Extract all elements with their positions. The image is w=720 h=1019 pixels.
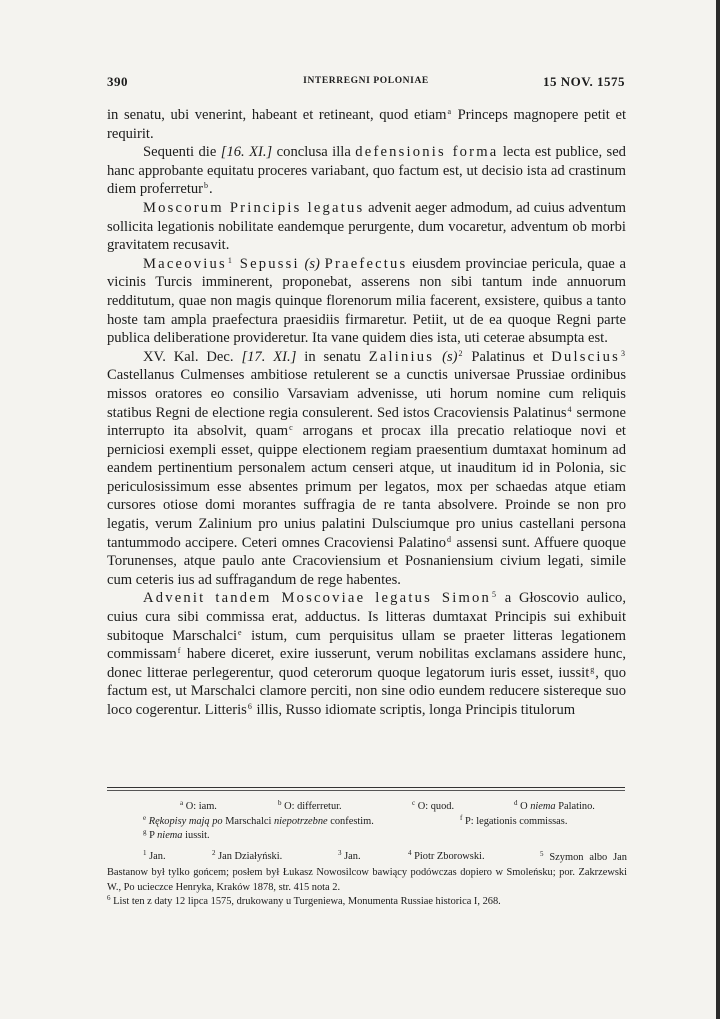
paragraph-1: in senatu, ubi venerint, habeant et retineant, quod etiam$^a$ Princeps magnopere petit et requirit. xyxy=(107,107,626,142)
variant-marker: d xyxy=(447,534,452,544)
note-4: $^4$ Piotr Zborowski. xyxy=(408,849,485,862)
variant-note-a: $^a$ O: iam. xyxy=(180,799,217,812)
spaced-name: Maceovius xyxy=(143,255,227,272)
note-marker: 2 xyxy=(458,348,463,358)
footnote-rule xyxy=(107,787,625,788)
date-bracket: [17. XI.] xyxy=(241,348,297,365)
page-number: 390 xyxy=(107,74,128,89)
spaced-name: Dulscius xyxy=(551,348,620,365)
note-marker: 4 xyxy=(567,404,572,414)
paragraph-2: Sequenti die [16. XI.] conclusa illa defensionis forma lecta est publice, sed hanc approbante equitatu proceres variabant, quo factum est, ut decisio ista ad crastinum diem proferretur$^b$. xyxy=(107,144,626,198)
variant-marker: e xyxy=(238,627,242,637)
note-5: $^5$ Szymon albo Jan Bastanow był tylko gońcem; posłem był Łukasz Nowosilcow bawiący podówczas dopiero w Smoleńsku; por. Zakrzewski W., Po ucieczce Henryka, Kraków 1878, str. 415 nota 2. xyxy=(107,850,627,893)
variant-note-c: $^c$ O: quod. xyxy=(412,799,455,812)
note-marker: 1 xyxy=(227,255,232,265)
running-title: INTERREGNI POLONIAE xyxy=(303,76,429,86)
note-marker: 6 xyxy=(247,702,252,711)
running-header xyxy=(107,74,625,94)
paragraph-5: XV. Kal. Dec. [17. XI.] in senatu Zalinius $(s)^2$ Palatinus et Dulscius$^3$ Castellanus Culmenses ambitiose retulerent se a cunctis universae Prussiae ordinibus missos oratores eo consilio Varsaviam advenisse, uti horum nomine cum reliquis statibus Regni de electione regia consulerent. Sed istos Cracoviensis Palatinus$^4$ sermone interrupto ita absolvit, quam$^c$ arrogans et procax illa precatio relatioque novi et perniciosi exempli esset, quippe electionem regiam praesentium dumtaxat hominum ad eandem pertinentium personalem actum censeri atque, ut inauditum id in Polonia, sic periculosissimum esse absentes primum per legatos, mox per schaedas atque etiam cursores otiose domi morantes suffragia de re tanta absolvere. Proinde se non pro legatis, verum Zalinium pro unius palatini Dulsciumque pro unius castellani persona tantummodo accipere. Ceteri omnes Cracoviensi Palatino$^d$ assensi sunt. Affuere quoque Torunenses, atque paulo ante Cracoviensium et Posnaniensium civium legati, simile cum ceteris ius ad suffragandum de rege habentes. xyxy=(107,348,626,588)
spaced-name: Zalinius xyxy=(368,348,435,365)
note-3: $^3$ Jan. xyxy=(338,849,361,862)
variant-note-e: $^e$ Rękopisy mają po Marschalci niepotrzebne confestim. xyxy=(143,814,374,827)
paragraph-3: Moscorum Principis legatus advenit aeger admodum, ad cuius adventum sollicita legationis nobilitate eandemque perurgente, dum vocaretur, adventum ob morbi gravitatem recusavit. xyxy=(107,199,626,254)
note-1: $^1$ Jan. xyxy=(143,849,166,862)
spaced-name: Sepussi xyxy=(232,255,300,272)
paragraph-6: Advenit tandem Moscoviae legatus Simon$^5$ a Głoscovio aulico, cuius cura sibi commissa erat, adductus. Is litteras dumtaxat Principis sui exhibuit subitoque Marschalci$^e$ istum, cum perquisitus ullam se praeter litteras legationem commissam$^f$ habere diceret, exire iusserunt, verum nobilitas exclamans assidere hunc, donec litterae perlegerentur, quod ceterorum quoque legatorum iuris esset, iussit$^g$, quo factum est, ut Marschalci clamore perciti, non sine odio eundem reducere sistereque suo loco cogerentur. Litteris$^6$ illis, Russo idiomate scriptis, longa Principis titulorum xyxy=(107,590,627,718)
date-bracket: [16. XI.] xyxy=(220,144,273,161)
note-6: $^6$ List ten z daty 12 lipca 1575, drukowany u Turgeniewa, Monumenta Russiae historica I, 268. xyxy=(107,894,501,907)
variant-marker: b xyxy=(204,181,209,191)
variant-marker: a xyxy=(447,107,452,116)
paragraph-4: Maceovius$^1$ Sepussi (s) Praefectus eiusdem provinciae pericula, quae a vicinis Turcis imminerent, proponebat, asserens non sibi tantum inde annuorum redditutum, quae non magis quinque florenorum milia facerent, exsistere, quibus a tanto hoste tam ampla praefectura praesidiis firmaretur. Petiit, ut de ea quoque Regni parte publica deliberatione provideretur. Ita vane quidem dies ista, uti ceterae absumpta est. xyxy=(107,255,626,347)
header-date: 15 NOV. 1575 xyxy=(543,74,625,89)
page-edge xyxy=(716,0,720,1019)
note-marker: 3 xyxy=(620,348,625,358)
variant-note-f: $^f$ P: legationis commissas. xyxy=(460,814,568,827)
variant-note-b: $^b$ O: differretur. xyxy=(278,799,342,812)
variant-marker: c xyxy=(289,423,293,433)
variant-note-g: $^g$ P niema iussit. xyxy=(143,828,210,841)
note-marker: 5 xyxy=(492,590,496,600)
variant-note-d: $^d$ O niema Palatino. xyxy=(514,799,595,812)
footnote-rule-thin xyxy=(107,790,625,791)
variant-marker: g xyxy=(590,664,595,674)
note-2: $^2$ Jan Działyński. xyxy=(212,849,283,862)
spaced-term: defensionis forma xyxy=(355,144,499,161)
variant-marker: f xyxy=(177,646,181,656)
spaced-term: Advenit tandem Moscoviae legatus Simon xyxy=(143,590,491,607)
spaced-term: Moscorum Principis legatus xyxy=(143,199,365,216)
spaced-term: Praefectus xyxy=(324,255,408,272)
main-text xyxy=(107,106,626,720)
